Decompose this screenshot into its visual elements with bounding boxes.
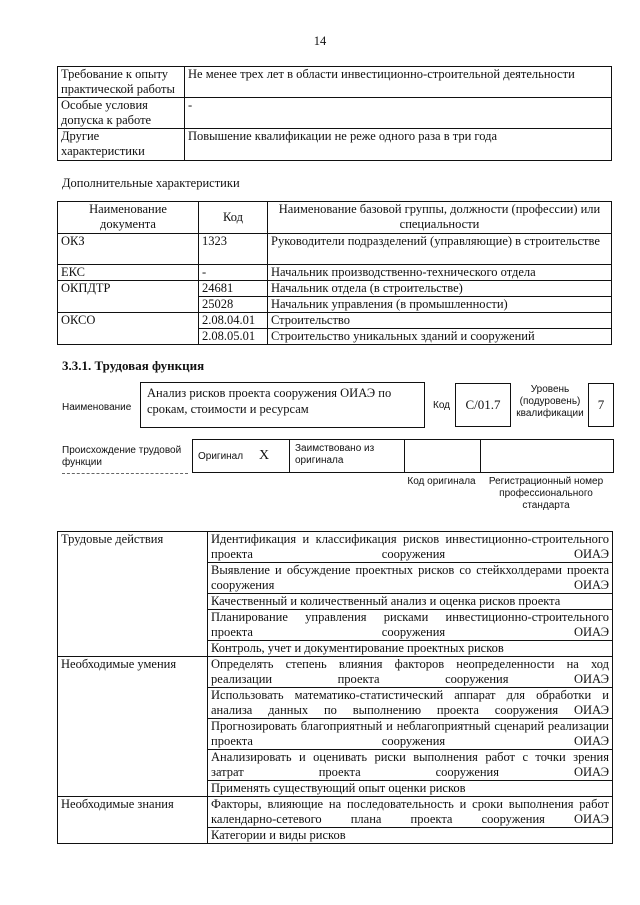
table-row <box>58 281 612 297</box>
name-cell: Руководители подразделений (управляющие) в строительстве <box>268 234 612 265</box>
table-row <box>58 313 612 329</box>
code-cell: 25028 <box>199 297 268 313</box>
borrowed-label: Заимствовано из оригинала <box>295 443 375 466</box>
name-cell: Начальник отдела (в строительстве) <box>268 281 612 297</box>
name-cell: Строительство уникальных зданий и сооружений <box>268 329 612 345</box>
list-item: Определять степень влияния факторов неопределенности на ход реализации проекта сооружения ОИАЭ <box>208 657 613 688</box>
table-row <box>58 129 612 161</box>
table-row <box>58 98 612 129</box>
code-cell: 2.08.04.01 <box>199 313 268 329</box>
list-item: Применять существующий опыт оценки рисков <box>208 781 613 797</box>
list-item: Качественный и количественный анализ и оценка рисков проекта <box>208 594 613 610</box>
code-cell: 24681 <box>199 281 268 297</box>
section-title: 3.3.1. Трудовая функция <box>62 358 205 373</box>
reg-number-label: Регистрационный номер профессионального стандарта <box>488 476 604 511</box>
code-cell: - <box>199 265 268 281</box>
list-item: Планирование управления рисками инвестиционно-строительного проекта сооружения ОИАЭ <box>208 610 613 641</box>
code-original-label: Код оригинала <box>407 476 476 487</box>
table-row <box>58 532 613 563</box>
level-box <box>588 383 614 427</box>
table-row <box>58 797 613 828</box>
requirement-value: - <box>185 98 612 129</box>
level-label: Уровень (подуровень) квалификации <box>516 384 584 419</box>
doc-cell: ОКЗ <box>58 234 199 265</box>
requirements-table <box>57 66 612 161</box>
doc-cell: ОКСО <box>58 313 199 345</box>
list-item: Контроль, учет и документирование проектных рисков <box>208 641 613 657</box>
function-name-box <box>140 382 425 428</box>
list-item: Идентификация и классификация рисков инвестиционно-строительного проекта сооружения ОИАЭ <box>208 532 613 563</box>
list-item: Анализировать и оценивать риски выполнения работ с точки зрения затрат проекта сооружения ОИАЭ <box>208 750 613 781</box>
doc-cell: ОКПДТР <box>58 281 199 313</box>
requirement-value: Не менее трех лет в области инвестиционно-строительной деятельности <box>185 67 612 98</box>
code-cell: 1323 <box>199 234 268 265</box>
name-cell: Начальник производственно-технического отдела <box>268 265 612 281</box>
level-value: 7 <box>597 397 605 412</box>
list-item: Использовать математико-статистический аппарат для обработки и анализа данных по выполнению проекта сооружения ОИАЭ <box>208 688 613 719</box>
code-cell: 2.08.05.01 <box>199 329 268 345</box>
requirement-label: Другие характеристики <box>58 129 185 161</box>
list-item: Прогнозировать благоприятный и неблагоприятный сценарий реализации проекта сооружения ОИАЭ <box>208 719 613 750</box>
borrowed-box <box>289 439 405 473</box>
list-item: Факторы, влияющие на последовательность и сроки выполнения работ календарно-сетевого плана проекта сооружения ОИАЭ <box>208 797 613 828</box>
page-number: 14 <box>313 34 327 48</box>
name-cell: Начальник управления (в промышленности) <box>268 297 612 313</box>
code-original-box <box>404 439 481 473</box>
table-header-row <box>58 202 612 234</box>
work-table <box>57 531 613 844</box>
list-item: Выявление и обсуждение проектных рисков со стейкхолдерами проекта сооружения ОИАЭ <box>208 563 613 594</box>
function-code-box <box>455 383 511 427</box>
name-label: Наименование <box>62 402 132 413</box>
doc-cell: ЕКС <box>58 265 199 281</box>
requirement-label: Требование к опыту практической работы <box>58 67 185 98</box>
origin-divider <box>62 473 188 474</box>
table-row <box>58 657 613 688</box>
section-label: Необходимые умения <box>58 657 208 797</box>
table-row <box>58 67 612 98</box>
function-name: Анализ рисков проекта сооружения ОИАЭ по срокам, стоимости и ресурсам <box>147 386 392 416</box>
list-item: Категории и виды рисков <box>208 828 613 844</box>
original-label: Оригинал <box>198 451 244 462</box>
header-code: Код <box>199 202 268 234</box>
table-row <box>58 234 612 265</box>
header-document: Наименование документа <box>58 202 199 234</box>
original-mark: X <box>259 448 270 463</box>
header-name: Наименование базовой группы, должности (профессии) или специальности <box>268 202 612 234</box>
code-label: Код <box>433 400 451 411</box>
origin-label: Происхождение трудовой функции <box>62 445 182 468</box>
requirement-label: Особые условия допуска к работе <box>58 98 185 129</box>
original-box <box>192 439 290 473</box>
function-code: C/01.7 <box>465 397 501 412</box>
section-label: Трудовые действия <box>58 532 208 657</box>
additional-table <box>57 201 612 345</box>
requirement-value: Повышение квалификации не реже одного раза в три года <box>185 129 612 161</box>
section-label: Необходимые знания <box>58 797 208 844</box>
name-cell: Строительство <box>268 313 612 329</box>
additional-heading: Дополнительные характеристики <box>62 176 240 190</box>
reg-number-box <box>480 439 614 473</box>
table-row <box>58 265 612 281</box>
